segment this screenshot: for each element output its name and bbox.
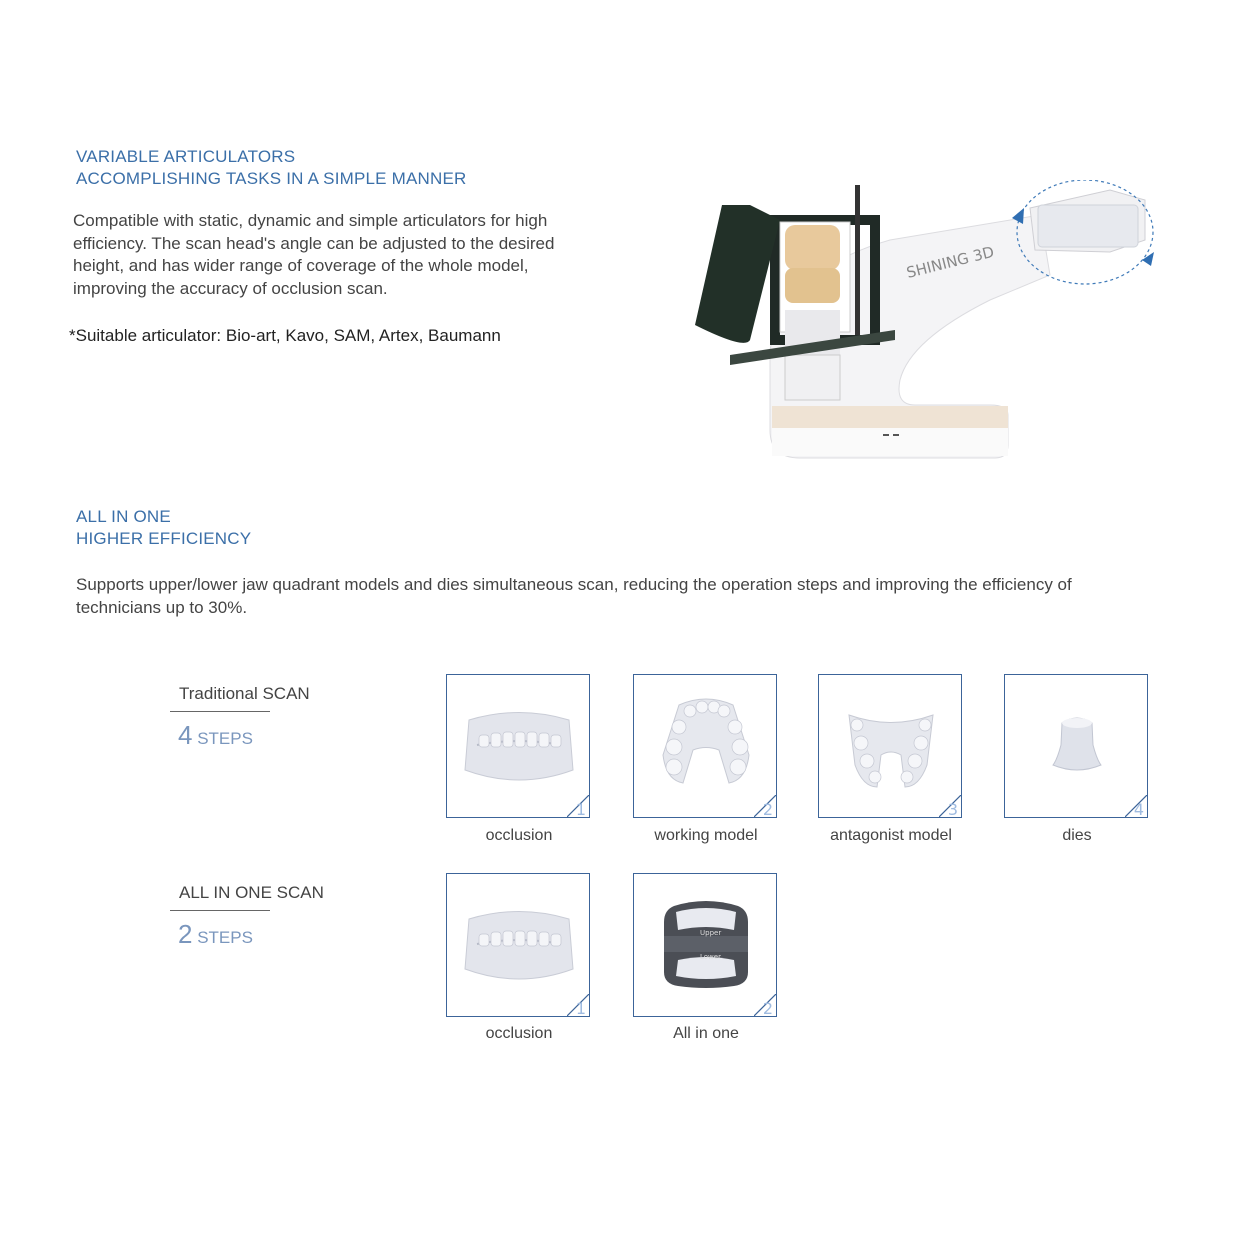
- section1-heading-line1: VARIABLE ARTICULATORS: [76, 147, 296, 166]
- allinone-divider: [170, 910, 270, 911]
- section2-heading-line1: ALL IN ONE: [76, 507, 171, 526]
- card-index: 1: [575, 999, 586, 1018]
- traditional-card-occlusion: [446, 674, 590, 818]
- traditional-card-dies: [1004, 674, 1148, 818]
- scanner-brand-label: SHINING 3D: [904, 242, 996, 282]
- card-index: 2: [762, 999, 773, 1018]
- traditional-step-count: 4: [178, 720, 193, 750]
- card-caption-working-model: working model: [654, 827, 758, 844]
- allinone-steps: [178, 919, 253, 950]
- section1-body-line: Compatible with static, dynamic and simple articulators for high: [73, 211, 548, 230]
- card-caption-occlusion: occlusion: [485, 827, 553, 844]
- section2-heading-line2: HIGHER EFFICIENCY: [76, 529, 252, 548]
- allinone-scan-label: ALL IN ONE SCAN: [179, 883, 324, 902]
- traditional-steps: [178, 720, 253, 751]
- articulator-note: *Suitable articulator: Bio-art, Kavo, SAM, Artex, Baumann: [69, 326, 501, 345]
- section2-heading: [76, 506, 251, 550]
- section2-body-line: Supports upper/lower jaw quadrant models and dies simultaneous scan, reducing the operation steps and improving the efficiency of: [76, 575, 1072, 594]
- section1-body-line: efficiency. The scan head's angle can be adjusted to the desired: [73, 233, 555, 253]
- traditional-step-word: STEPS: [197, 729, 253, 748]
- card-index: 4: [1133, 800, 1144, 819]
- plate-upper-label: Upper: [700, 929, 722, 937]
- card-caption-antagonist-model: antagonist model: [830, 827, 952, 844]
- section1-heading: [76, 146, 467, 190]
- allinone-step-word: STEPS: [197, 928, 253, 947]
- section2-body: [76, 574, 1176, 619]
- allinone-step-count: 2: [178, 919, 193, 949]
- traditional-scan-label: Traditional SCAN: [179, 684, 310, 703]
- section1-body-line: height, and has wider range of coverage of the whole model,: [73, 256, 529, 275]
- card-index: 1: [575, 800, 586, 819]
- card-caption-dies: dies: [1062, 827, 1092, 844]
- traditional-card-antagonist-model: [818, 674, 962, 818]
- card-caption-all-in-one: All in one: [673, 1025, 739, 1042]
- section2-body-line: technicians up to 30%.: [76, 597, 248, 617]
- section1-heading-line2: ACCOMPLISHING TASKS IN A SIMPLE MANNER: [76, 169, 467, 188]
- allinone-card-all-in-one: [633, 873, 777, 1017]
- traditional-divider: [170, 711, 270, 712]
- card-index: 2: [762, 800, 773, 819]
- section1-body-line: improving the accuracy of occlusion scan.: [73, 278, 388, 298]
- card-index: 3: [947, 800, 958, 819]
- plate-lower-label: Lower: [700, 953, 721, 961]
- scanner-product-image: [690, 180, 1190, 480]
- traditional-card-working-model: [633, 674, 777, 818]
- section1-body: [73, 210, 613, 300]
- card-caption-occlusion: occlusion: [485, 1025, 553, 1042]
- allinone-card-occlusion: [446, 873, 590, 1017]
